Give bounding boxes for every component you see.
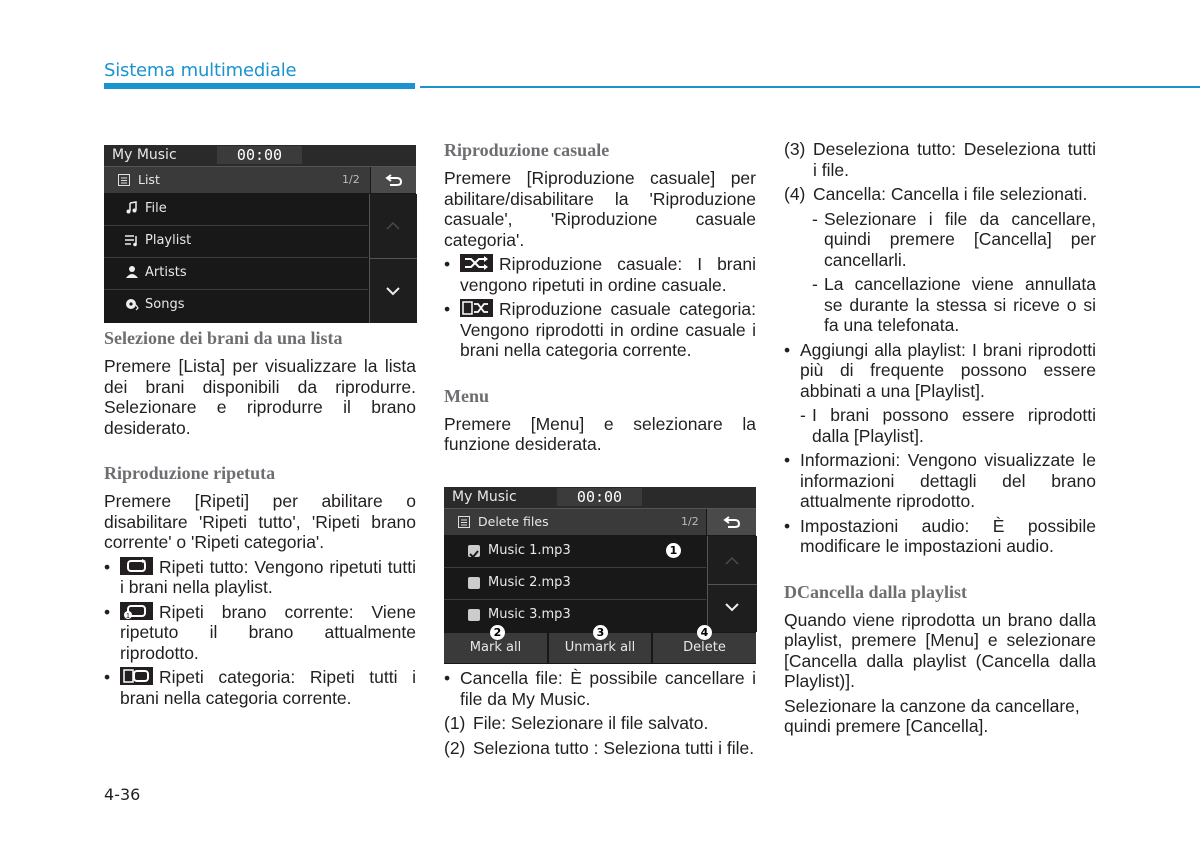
sub-item: - I brani possono essere riprodotti dalla [Playlist]. bbox=[800, 405, 1096, 446]
column-3 bbox=[784, 139, 1096, 741]
unmark-all-button[interactable]: Unmark all bbox=[549, 633, 651, 663]
numbered-item bbox=[444, 738, 756, 759]
list-item-label: File bbox=[145, 201, 167, 216]
item-text: Deseleziona tutto: Deseleziona tutti i file. bbox=[813, 139, 1096, 180]
bullet-repeat-all bbox=[104, 557, 416, 598]
bullet-add-playlist: • Aggiungi alla playlist: I brani riprodotti più di frequente possono essere abbinati a una [Playlist]. bbox=[784, 340, 1096, 402]
paragraph: Selezionare la canzone da cancellare, quindi premere [Cancella]. bbox=[784, 695, 1080, 736]
chevron-down-icon bbox=[386, 287, 400, 296]
list-item-label: Playlist bbox=[145, 233, 192, 248]
list-item-playlist[interactable] bbox=[104, 226, 368, 258]
list-header[interactable] bbox=[444, 509, 706, 535]
bullet-text: Riproduzione casuale categoria: Vengono riprodotti in ordine casuale i brani nella categoria corrente. bbox=[460, 299, 756, 360]
delete-button[interactable]: Delete bbox=[653, 633, 756, 663]
file-name: Music 2.mp3 bbox=[488, 575, 571, 590]
callout-3: 3 bbox=[593, 625, 608, 640]
item-text: File: Selezionare il file salvato. bbox=[473, 713, 709, 733]
sub-item-text: I brani possono essere riprodotti dalla [Playlist]. bbox=[812, 405, 1096, 446]
bullet-text: Ripeti brano corrente: Viene ripetuto il brano attualmente riprodotto. bbox=[120, 601, 416, 663]
bullet-text: Ripeti tutto: Vengono ripetuti tutti i brani nella playlist. bbox=[120, 556, 416, 597]
bullet-text: Ripeti categoria: Ripeti tutti i brani nella categoria corrente. bbox=[120, 667, 416, 708]
back-arrow-icon bbox=[385, 173, 403, 187]
sub-item-text: La cancellazione viene annullata se durante la stessa si riceve o si fa una telefonata. bbox=[824, 274, 1096, 335]
column-2 bbox=[444, 139, 756, 459]
numbered-item bbox=[784, 139, 1096, 180]
list-item-file[interactable] bbox=[104, 194, 368, 226]
list-item-artists[interactable] bbox=[104, 258, 368, 290]
heading-shuffle: Riproduzione casuale bbox=[444, 140, 610, 160]
bullet-repeat-one bbox=[104, 602, 416, 664]
list-item-label: Artists bbox=[145, 265, 187, 280]
item-number: (1) bbox=[444, 713, 466, 733]
paragraph: Premere [Lista] per visualizzare la lista dei brani disponibili da riprodurre. Selezionare e riprodurre il brano desiderato. bbox=[104, 356, 416, 438]
item-number: (4) bbox=[784, 184, 806, 204]
check-icon bbox=[468, 548, 480, 560]
song-icon bbox=[125, 297, 139, 311]
bullet-info: • Informazioni: Vengono visualizzate le informazioni dettagli del brano attualmente riprodotto. bbox=[784, 450, 1096, 512]
callout-2: 2 bbox=[490, 625, 505, 640]
paragraph: Premere [Riproduzione casuale] per abilitare/disabilitare la 'Riproduzione casuale', 'Riproduzione casuale categoria'. bbox=[444, 168, 756, 250]
time-display: 00:00 bbox=[217, 146, 302, 164]
list-icon bbox=[118, 174, 130, 186]
scroll-up-button[interactable] bbox=[707, 536, 757, 585]
mark-all-button[interactable]: Mark all bbox=[444, 633, 547, 663]
status-bar bbox=[444, 487, 756, 509]
back-button[interactable] bbox=[707, 509, 756, 535]
sub-item: - Selezionare i file da cancellare, quindi premere [Cancella] per cancellarli. bbox=[812, 208, 1096, 270]
paragraph: Quando viene riprodotta un brano dalla playlist, premere [Menu] e selezionare [Cancella dalla playlist (Cancella dalla Playlist)]. bbox=[784, 609, 1096, 691]
header-rule-thin bbox=[420, 86, 1200, 88]
bullet-shuffle-category bbox=[444, 299, 756, 361]
paragraph: Premere [Ripeti] per abilitare o disabilitare 'Ripeti tutto', 'Ripeti brano corrente' o 'Ripeti categoria'. bbox=[104, 491, 416, 552]
item-number: (2) bbox=[444, 737, 466, 758]
file-name: Music 3.mp3 bbox=[488, 607, 571, 622]
checkbox[interactable] bbox=[468, 609, 480, 621]
music-note-icon bbox=[125, 201, 139, 215]
back-arrow-icon bbox=[723, 515, 741, 529]
bullet-shuffle bbox=[444, 254, 756, 295]
repeat-one-icon bbox=[120, 602, 153, 620]
bullet-audio-settings: • Impostazioni audio: È possibile modificare le impostazioni audio. bbox=[784, 516, 1096, 557]
list-header-label: List bbox=[138, 172, 160, 187]
numbered-item bbox=[444, 713, 756, 734]
column-1 bbox=[104, 327, 416, 712]
heading-delete-from-playlist: DCancella dalla playlist bbox=[784, 581, 968, 602]
checkbox[interactable] bbox=[468, 577, 480, 589]
paragraph: Premere [Menu] e selezionare la funzione desiderata. bbox=[444, 413, 756, 454]
item-number: (3) bbox=[784, 139, 806, 159]
checkbox-checked[interactable] bbox=[468, 545, 480, 557]
sub-item: - La cancellazione viene annullata se durante la stessa si riceve o si fa una telefonata. bbox=[812, 274, 1096, 335]
page-number: 4-36 bbox=[104, 785, 141, 804]
column-2-lower bbox=[444, 668, 756, 762]
file-row[interactable] bbox=[444, 568, 706, 600]
list-icon bbox=[458, 516, 470, 528]
repeat-category-icon bbox=[120, 667, 153, 685]
person-icon bbox=[125, 265, 139, 279]
heading-list-selection: Selezione dei brani da una lista bbox=[104, 328, 343, 348]
item-text: Cancella: Cancella i file selezionati. bbox=[813, 184, 1088, 204]
list-header-label: Delete files bbox=[478, 514, 549, 529]
scroll-up-button[interactable] bbox=[369, 194, 417, 259]
file-name: Music 1.mp3 bbox=[488, 543, 571, 558]
playlist-icon bbox=[125, 233, 139, 247]
page-indicator: 1/2 bbox=[342, 173, 360, 186]
section-title: Sistema multimediale bbox=[104, 60, 297, 81]
time-display: 00:00 bbox=[557, 488, 642, 506]
scroll-down-button[interactable] bbox=[707, 585, 757, 632]
chevron-up-icon bbox=[386, 221, 400, 230]
callout-1: 1 bbox=[666, 543, 681, 558]
repeat-all-icon bbox=[120, 557, 153, 575]
sub-item-text: Selezionare i file da cancellare, quindi premere [Cancella] per cancellarli. bbox=[824, 208, 1096, 270]
callout-4: 4 bbox=[697, 625, 712, 640]
chevron-down-icon bbox=[725, 603, 739, 612]
status-bar bbox=[104, 145, 416, 167]
bullet-text: Riproduzione casuale: I brani vengono ripetuti in ordine casuale. bbox=[460, 254, 756, 295]
svg-text:1: • 1 bbox=[126, 612, 130, 620]
delete-files-screen bbox=[444, 487, 756, 664]
screen-title: My Music bbox=[452, 489, 517, 505]
bullet-repeat-category bbox=[104, 667, 416, 708]
file-row[interactable] bbox=[444, 536, 706, 568]
numbered-item bbox=[784, 184, 1096, 205]
list-item-songs[interactable] bbox=[104, 290, 368, 321]
shuffle-category-icon bbox=[460, 299, 493, 317]
shuffle-icon bbox=[460, 254, 493, 272]
file-row[interactable] bbox=[444, 600, 706, 631]
item-text: Seleziona tutto : Seleziona tutti i file. bbox=[473, 737, 755, 758]
bullet-delete-file: • Cancella file: È possibile cancellare i file da My Music. bbox=[444, 668, 756, 709]
heading-menu: Menu bbox=[444, 385, 489, 406]
scroll-down-button[interactable] bbox=[369, 259, 417, 323]
back-button[interactable] bbox=[371, 167, 416, 193]
list-item-label: Songs bbox=[145, 297, 185, 312]
chevron-up-icon bbox=[725, 556, 739, 565]
my-music-list-screen bbox=[104, 145, 416, 323]
heading-repeat: Riproduzione ripetuta bbox=[104, 463, 276, 483]
page-indicator: 1/2 bbox=[681, 515, 699, 528]
screen-title: My Music bbox=[112, 147, 177, 163]
list-header[interactable] bbox=[104, 167, 370, 193]
header-rule-thick bbox=[104, 83, 415, 89]
